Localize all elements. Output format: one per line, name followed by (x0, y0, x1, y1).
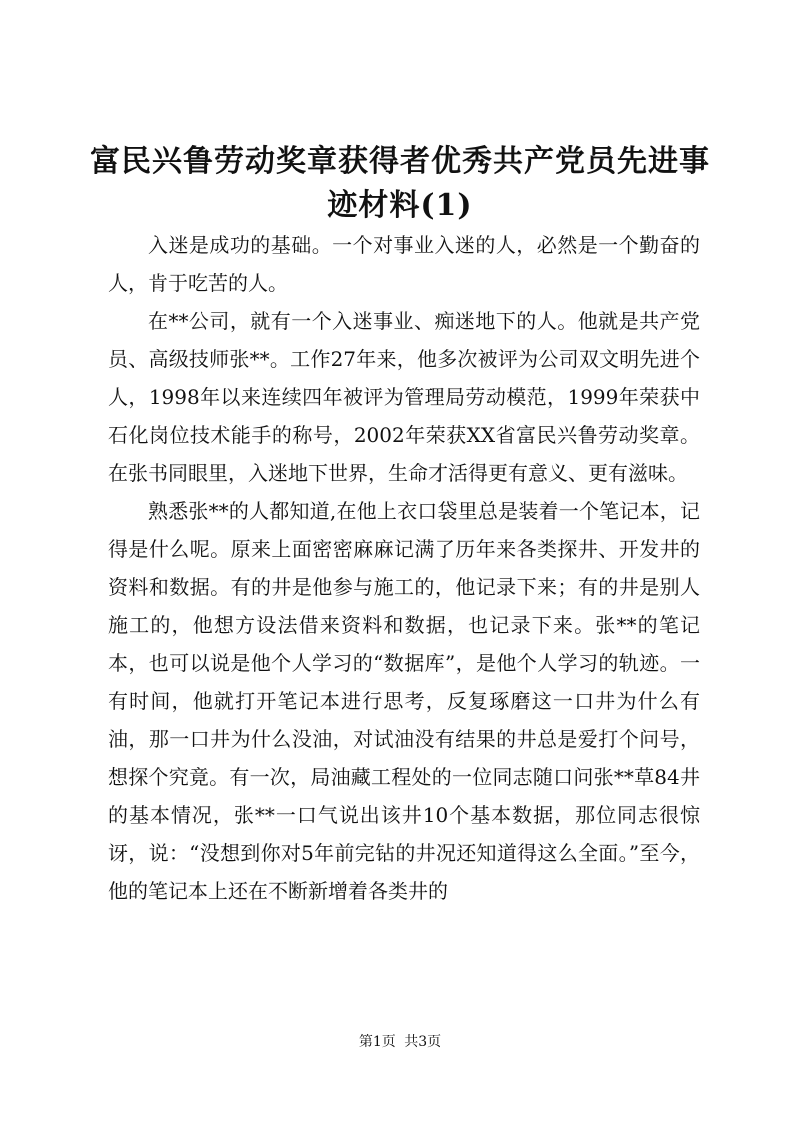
paragraph: 在**公司，就有一个入迷事业、痴迷地下的人。他就是共产党员、高级技师张**。工作27年来，他多次被评为公司双文明先进个人，1998年以来连续四年被评为管理局劳动模范，1999年荣获中石化岗位技术能手的称号，2002年荣获XX省富民兴鲁劳动奖章。在张书同眼里，入迷地下世界，生命才活得更有意义、更有滋味。 (108, 309, 700, 485)
document-title: 富民兴鲁劳动奖章获得者优秀共产党员先进事迹材料(1) (90, 144, 710, 223)
page-total: 共3页 (404, 1034, 442, 1050)
page-footer (0, 1033, 800, 1051)
document-body (108, 226, 700, 910)
page-number: 第1页 (358, 1034, 396, 1050)
paragraph: 入迷是成功的基础。一个对事业入迷的人，必然是一个勤奋的人，肯于吃苦的人。 (108, 233, 700, 295)
paragraph: 熟悉张**的人都知道,在他上衣口袋里总是装着一个笔记本，记得是什么呢。原来上面密密麻麻记满了历年来各类探井、开发井的资料和数据。有的井是他参与施工的，他记录下来；有的井是别人施工的，他想方设法借来资料和数据，也记录下来。张**的笔记本，也可以说是他个人学习的“数据库”，是他个人学习的轨迹。一有时间，他就打开笔记本进行思考，反复琢磨这一口井为什么有油，那一口井为什么没油，对试油没有结果的井总是爱打个问号，想探个究竟。有一次，局油藏工程处的一位同志随口问张**草84井的基本情况，张**一口气说出该井10个基本数据，那位同志很惊讶，说：“没想到你对5年前完钻的井况还知道得这么全面。”至今，他的笔记本上还在不断新增着各类井的 (108, 499, 700, 903)
